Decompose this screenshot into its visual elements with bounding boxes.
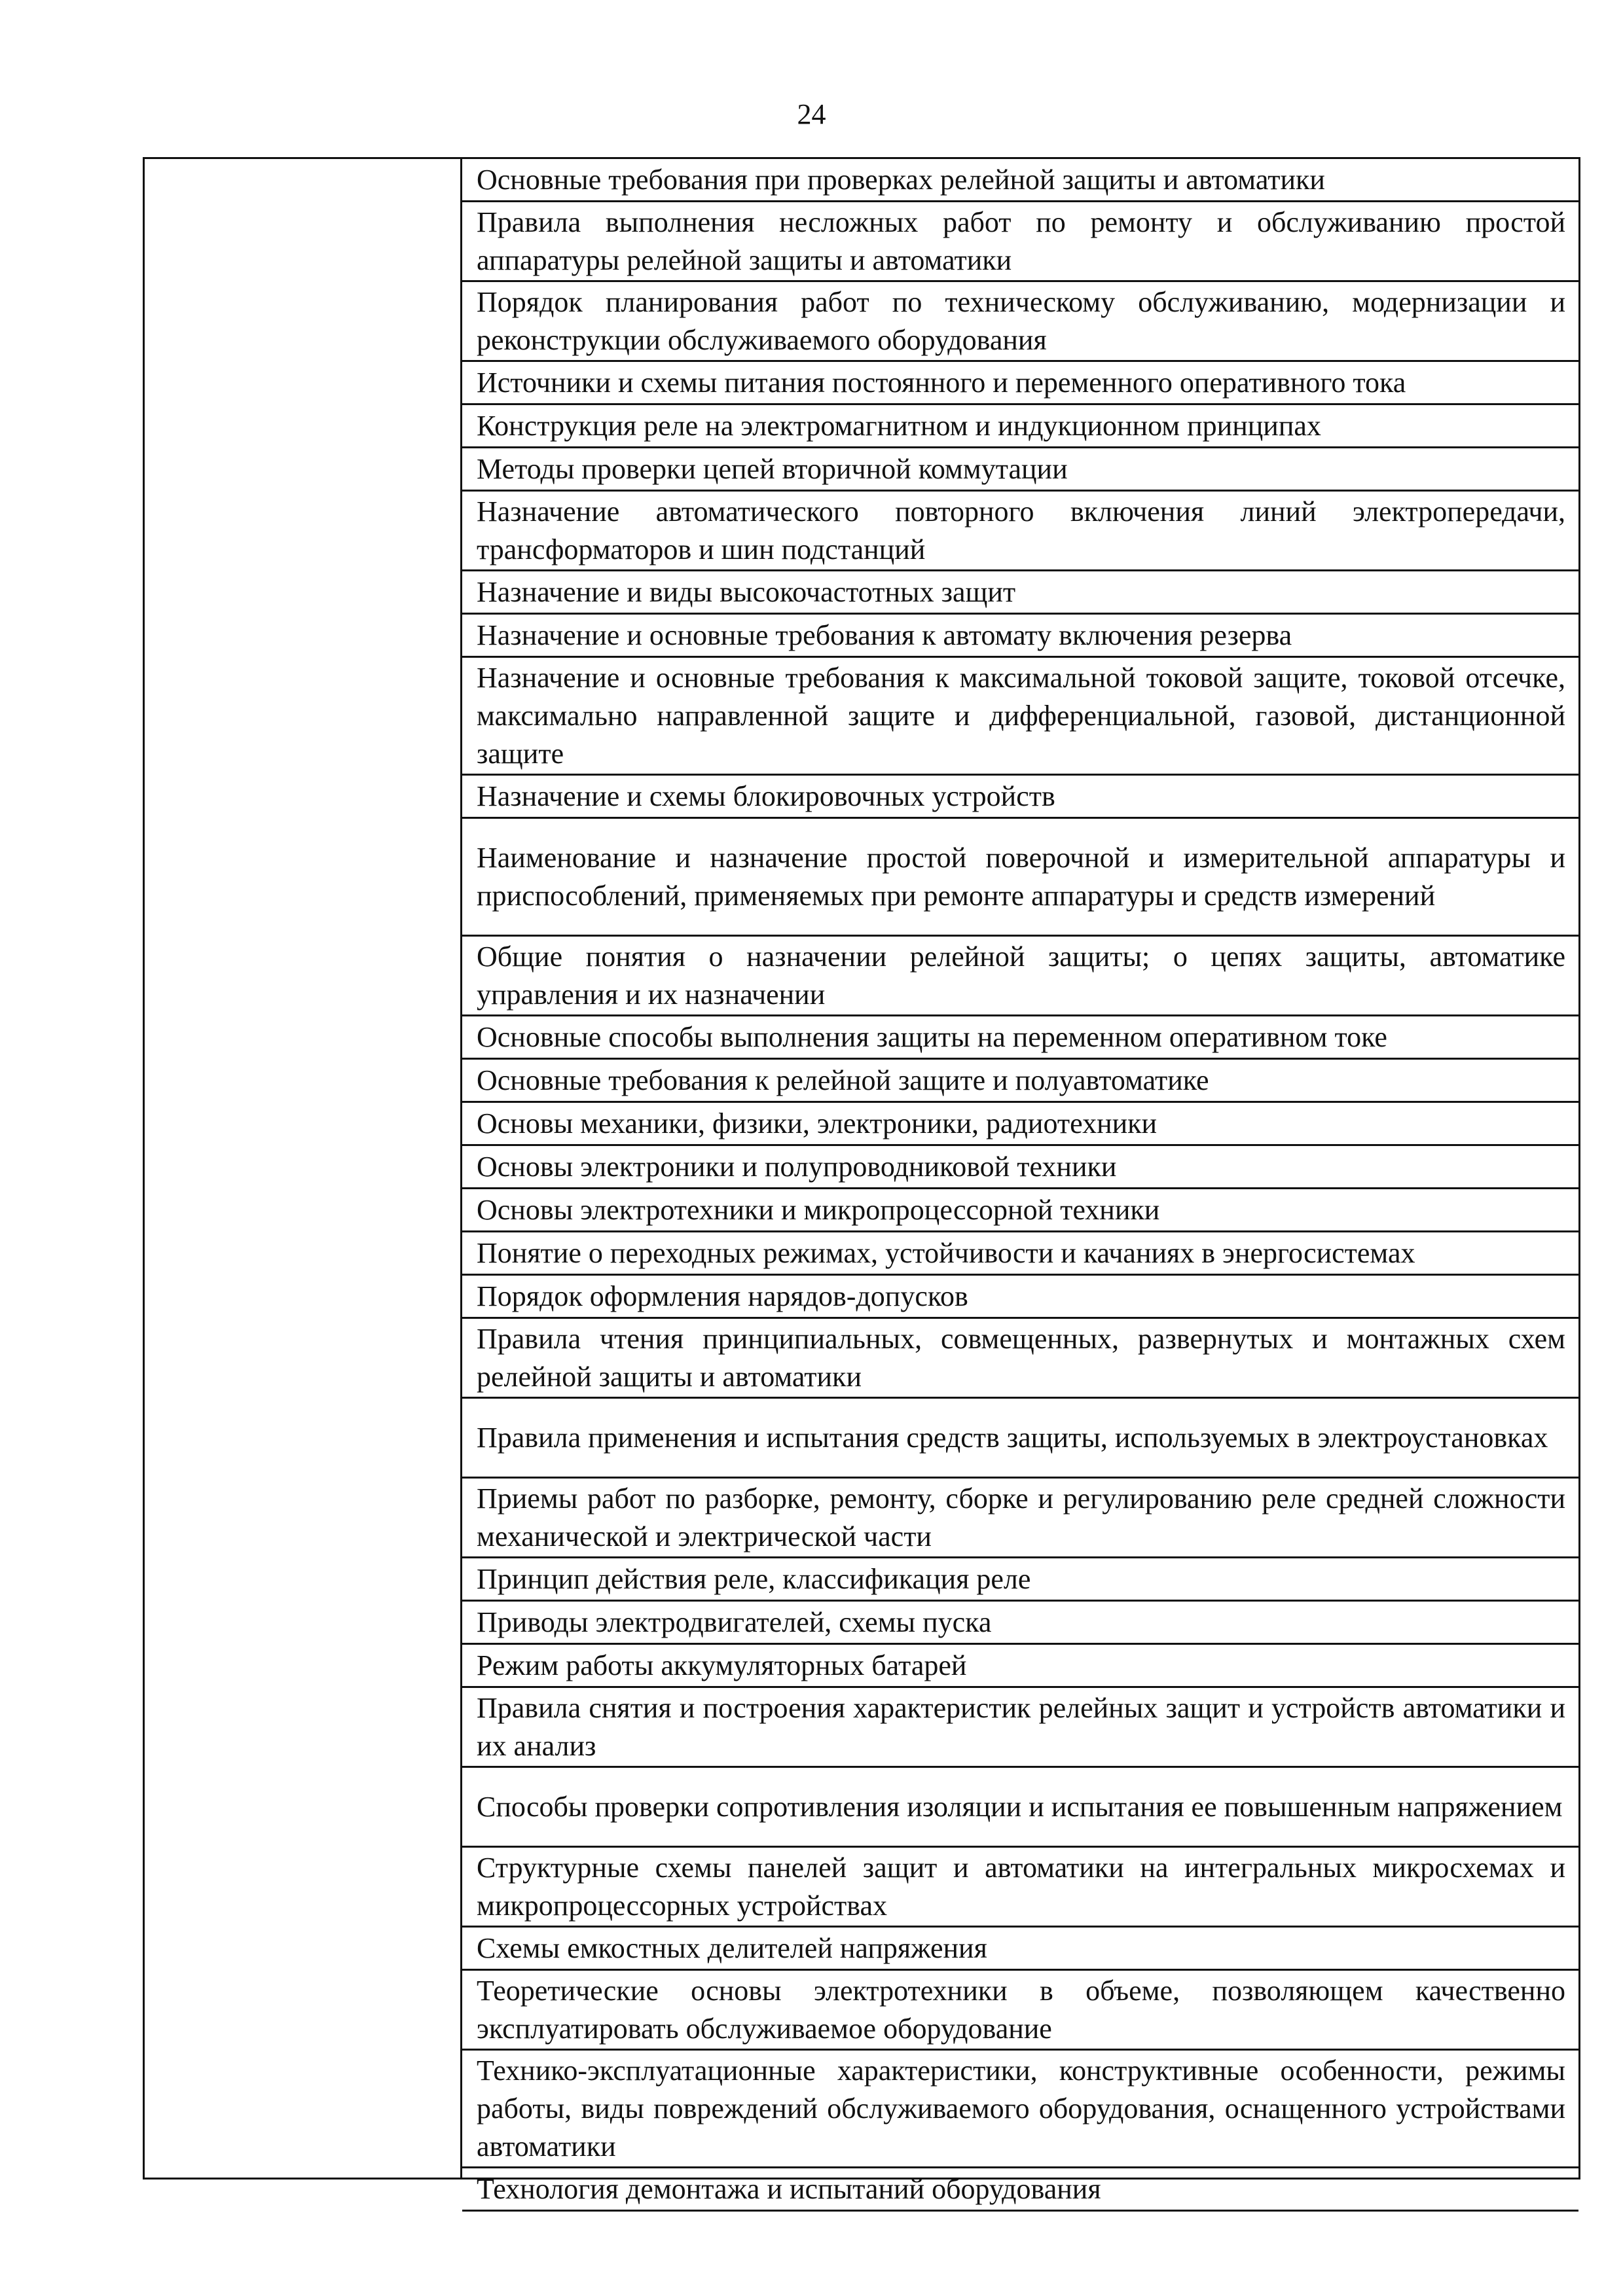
row-text: Назначение автоматического повторного включения линий электропередачи, трансформаторов и шин подстанций: [477, 495, 1565, 565]
table-row: [462, 1688, 1578, 1768]
row-text: Схемы емкостных делителей напряжения: [477, 1931, 987, 1964]
table-row: [462, 362, 1578, 405]
row-text: Структурные схемы панелей защит и автоматики на интегральных микросхемах и микропроцессорных устройствах: [477, 1851, 1565, 1922]
row-text: Общие понятия о назначении релейной защиты; о цепях защиты, автоматике управления и их назначении: [477, 940, 1565, 1011]
table-row: [462, 1016, 1578, 1060]
table-row: [462, 1276, 1578, 1319]
table-row: [462, 1189, 1578, 1232]
row-text: Конструкция реле на электромагнитном и индукционном принципах: [477, 409, 1321, 442]
table-row: [462, 159, 1578, 202]
table-row: [462, 776, 1578, 819]
table-row: [462, 1479, 1578, 1558]
row-text: Назначение и основные требования к автомату включения резерва: [477, 619, 1292, 651]
table-row: [462, 405, 1578, 448]
table-row: [462, 1558, 1578, 1602]
row-text: Методы проверки цепей вторичной коммутации: [477, 452, 1068, 485]
table-row: [462, 615, 1578, 658]
row-text: Наименование и назначение простой поверочной и измерительной аппаратуры и приспособлений, применяемых при ремонте аппаратуры и средств измерений: [477, 841, 1565, 912]
row-text: Правила снятия и построения характеристик релейных защит и устройств автоматики и их анализ: [477, 1691, 1565, 1762]
row-text: Технология демонтажа и испытаний оборудования: [477, 2172, 1101, 2205]
row-text: Основы электротехники и микропроцессорной техники: [477, 1193, 1160, 1226]
row-text: Основные требования при проверках релейной защиты и автоматики: [477, 163, 1325, 196]
row-text: Принцип действия реле, классификация реле: [477, 1562, 1031, 1595]
table-row: [462, 1768, 1578, 1848]
table-row: [462, 937, 1578, 1016]
row-text: Основные требования к релейной защите и полуавтоматике: [477, 1064, 1209, 1096]
table-row: [462, 1848, 1578, 1928]
table-row: [462, 202, 1578, 282]
row-text: Правила выполнения несложных работ по ремонту и обслуживанию простой аппаратуры релейной защиты и автоматики: [477, 206, 1565, 276]
table-right-column: [462, 159, 1578, 2205]
row-text: Теоретические основы электротехники в объеме, позволяющем качественно эксплуатировать обслуживаемое оборудование: [477, 1974, 1565, 2045]
table-row: [462, 1928, 1578, 1971]
table-row: [462, 282, 1578, 362]
table-row: [462, 1232, 1578, 1276]
row-text: Источники и схемы питания постоянного и переменного оперативного тока: [477, 366, 1406, 399]
knowledge-requirements-table: [143, 157, 1580, 2205]
row-text: Правила применения и испытания средств защиты, используемых в электроустановках: [477, 1421, 1548, 1454]
table-row: [462, 571, 1578, 615]
table-row: [462, 819, 1578, 937]
table-row: [462, 2212, 1578, 2213]
row-text: Приемы работ по разборке, ремонту, сборке и регулированию реле средней сложности механической и электрической части: [477, 1482, 1565, 1552]
row-text: Понятие о переходных режимах, устойчивости и качаниях в энергосистемах: [477, 1236, 1415, 1269]
table-row: [462, 1602, 1578, 1645]
table-row: [462, 1971, 1578, 2051]
table-row: [462, 2168, 1578, 2212]
table-row: [462, 448, 1578, 492]
table-row: [462, 1146, 1578, 1189]
table-row: [462, 492, 1578, 571]
table-row: [462, 1399, 1578, 1479]
row-text: Порядок планирования работ по техническому обслуживанию, модернизации и реконструкции обслуживаемого оборудования: [477, 285, 1565, 356]
row-text: Правила чтения принципиальных, совмещенных, развернутых и монтажных схем релейной защиты и автоматики: [477, 1322, 1565, 1393]
row-text: Режим работы аккумуляторных батарей: [477, 1649, 967, 1681]
table-row: [462, 1319, 1578, 1399]
row-text: Назначение и схемы блокировочных устройств: [477, 780, 1055, 812]
table-row: [462, 1103, 1578, 1146]
row-text: Назначение и виды высокочастотных защит: [477, 575, 1016, 608]
table-row: [462, 658, 1578, 776]
row-text: Назначение и основные требования к максимальной токовой защите, токовой отсечке, максимально направленной защите и дифференциальной, газовой, дистанционной защите: [477, 661, 1565, 770]
row-text: Способы проверки сопротивления изоляции и испытания ее повышенным напряжением: [477, 1790, 1563, 1823]
table-row: [462, 1645, 1578, 1688]
page-number: 24: [797, 98, 826, 130]
table-row: [462, 2051, 1578, 2168]
table-left-cell: [145, 159, 462, 2178]
row-text: Приводы электродвигателей, схемы пуска: [477, 1605, 992, 1638]
row-text: Основы механики, физики, электроники, радиотехники: [477, 1107, 1158, 1139]
row-text: Порядок оформления нарядов-допусков: [477, 1280, 968, 1312]
row-text: Технико-эксплуатационные характеристики, конструктивные особенности, режимы работы, виды повреждений обслуживаемого оборудования, оснащенного устройствами автоматики: [477, 2054, 1565, 2162]
row-text: Основы электроники и полупроводниковой техники: [477, 1150, 1117, 1183]
table-row: [462, 1060, 1578, 1103]
row-text: Основные способы выполнения защиты на переменном оперативном токе: [477, 1020, 1387, 1053]
